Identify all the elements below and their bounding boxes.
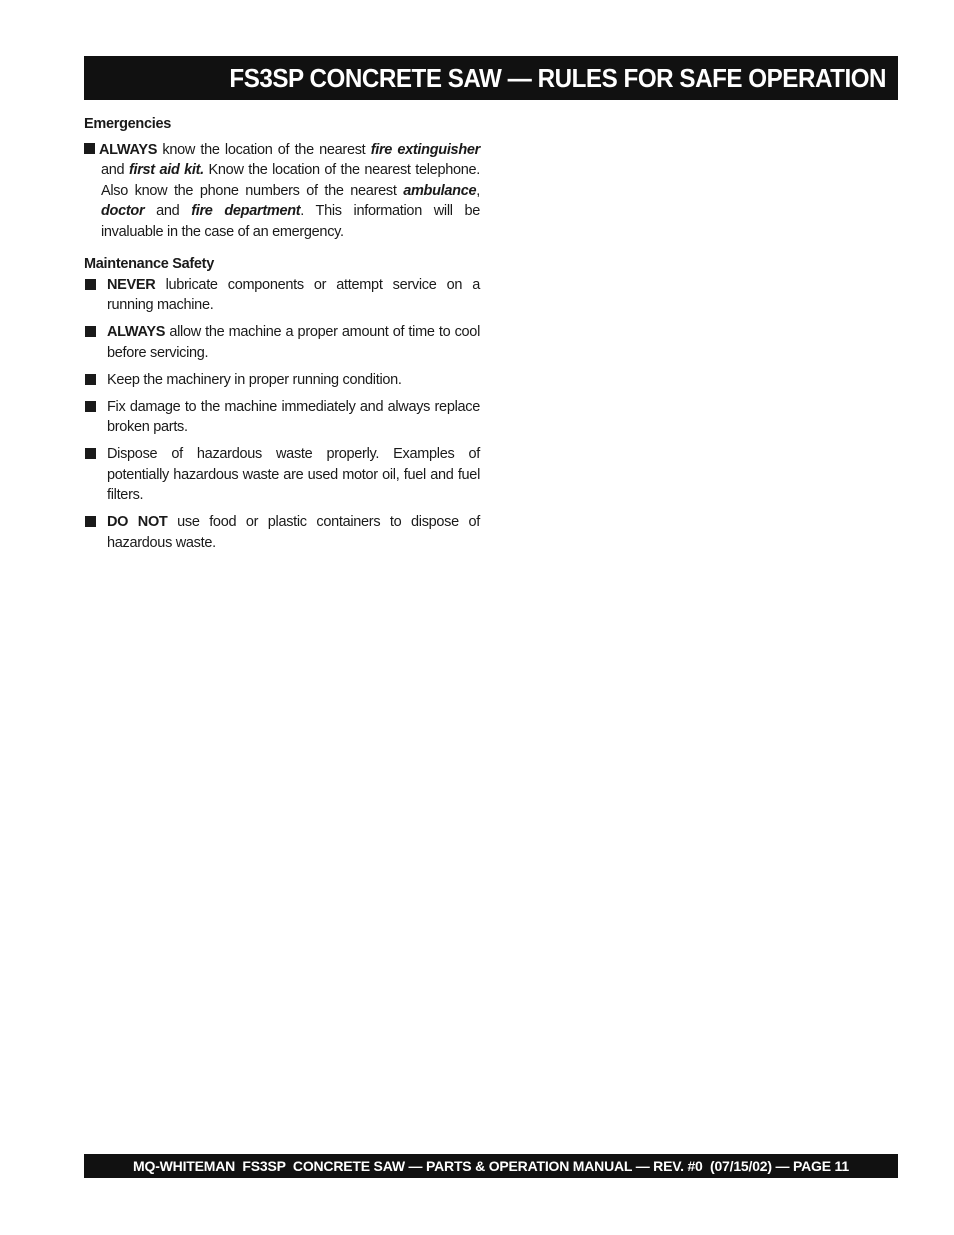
text-segment: Know the location of the nearest telephone. Also know the phone numbers of the nearest (101, 162, 480, 199)
list-item (84, 275, 480, 316)
emphasis-first-aid-kit: first aid kit. (128, 162, 204, 178)
emergencies-heading: Emergencies (84, 116, 171, 132)
item-lead: DO NOT (107, 514, 168, 530)
item-lead: ALWAYS (107, 324, 166, 340)
list-item (84, 444, 480, 506)
item-text: Keep the machinery in proper running condition. (107, 371, 402, 388)
bullet-square-icon (85, 279, 96, 290)
text-segment: and (144, 203, 192, 219)
bullet-square-icon (85, 401, 96, 412)
list-item (84, 512, 480, 553)
maintenance-heading: Maintenance Safety (84, 256, 214, 272)
emphasis-fire-department: fire department (191, 203, 301, 219)
emphasis-doctor: doctor (101, 203, 145, 219)
text-segment: , (476, 182, 480, 199)
bullet-square-icon (84, 143, 95, 154)
bullet-square-icon (85, 374, 96, 385)
item-lead: NEVER (107, 276, 156, 293)
item-text: Fix damage to the machine immediately and always replace broken parts. (107, 398, 480, 435)
page-header-bar (84, 56, 898, 100)
text-segment: know the location of the nearest (157, 141, 371, 158)
page-footer: MQ-WHITEMAN FS3SP CONCRETE SAW — PARTS & OPERATION MANUAL — REV. #0 (07/15/02) — PAGE 11 (84, 1154, 898, 1178)
item-text: Dispose of hazardous waste properly. Examples of potentially hazardous waste are used motor oil, fuel and fuel filters. (107, 446, 480, 503)
list-item (84, 370, 480, 391)
item-text: lubricate components or attempt service on a running machine. (107, 276, 480, 313)
main-column (84, 114, 480, 560)
bullet-square-icon (85, 326, 96, 337)
maintenance-list (84, 275, 480, 554)
text-segment: . This information will be invaluable in the case of an emergency. (101, 203, 480, 240)
list-item (84, 397, 480, 438)
page-title: FS3SP CONCRETE SAW — RULES FOR SAFE OPERATION (229, 62, 886, 93)
bullet-square-icon (85, 448, 96, 459)
list-item (84, 322, 480, 363)
item-text: use food or plastic containers to dispose of hazardous waste. (107, 514, 480, 551)
text-segment: and (101, 162, 129, 178)
emphasis-fire-extinguisher: fire extinguisher (370, 141, 480, 158)
emphasis-ambulance: ambulance (403, 182, 477, 199)
emphasis-always: ALWAYS (99, 141, 158, 158)
emergencies-paragraph (84, 140, 480, 243)
bullet-square-icon (85, 516, 96, 527)
item-text: allow the machine a proper amount of time to cool before servicing. (107, 324, 480, 361)
